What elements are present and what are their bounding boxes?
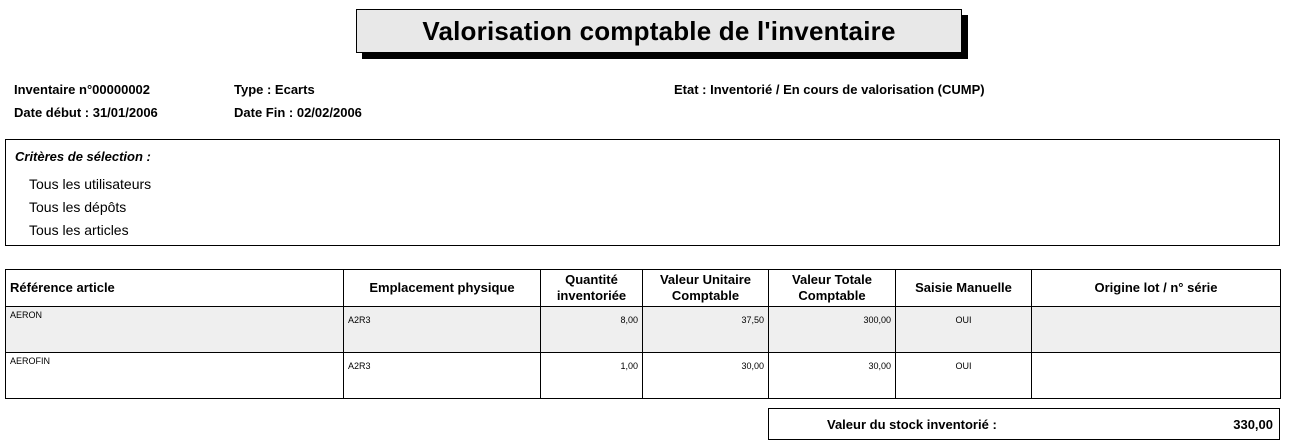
cell-reference: AEROFIN <box>6 353 344 399</box>
cell-quantity: 1,00 <box>541 353 643 399</box>
cell-quantity: 8,00 <box>541 307 643 353</box>
cell-unit-value: 30,00 <box>643 353 769 399</box>
stock-total-label: Valeur du stock inventorié : <box>827 417 997 432</box>
cell-manual-entry: OUI <box>896 307 1032 353</box>
stock-total-box <box>768 408 1280 440</box>
cell-reference: AERON <box>6 307 344 353</box>
inventory-type: Type : Ecarts <box>234 82 315 97</box>
criteria-title: Critères de sélection : <box>15 149 151 164</box>
selection-criteria-box <box>5 139 1280 246</box>
report-title-box <box>356 9 962 53</box>
column-header-manual-entry: Saisie Manuelle <box>896 270 1032 307</box>
end-date: Date Fin : 02/02/2006 <box>234 105 362 120</box>
column-header-reference: Référence article <box>6 270 344 307</box>
column-header-total-value: Valeur Totale Comptable <box>769 270 896 307</box>
criteria-item: Tous les utilisateurs <box>29 176 152 192</box>
inventory-table <box>5 269 1281 399</box>
criteria-item: Tous les dépôts <box>29 199 127 215</box>
table-row <box>6 307 1281 353</box>
cell-location: A2R3 <box>344 307 541 353</box>
cell-location: A2R3 <box>344 353 541 399</box>
column-header-unit-value: Valeur Unitaire Comptable <box>643 270 769 307</box>
table-row <box>6 353 1281 399</box>
cell-lot-origin <box>1032 353 1281 399</box>
inventory-number: Inventaire n°00000002 <box>14 82 151 97</box>
column-header-lot-origin: Origine lot / n° série <box>1032 270 1281 307</box>
stock-total-value: 330,00 <box>1233 417 1273 432</box>
column-header-quantity: Quantité inventoriée <box>541 270 643 307</box>
start-date: Date début : 31/01/2006 <box>14 105 158 120</box>
cell-unit-value: 37,50 <box>643 307 769 353</box>
cell-total-value: 300,00 <box>769 307 896 353</box>
cell-lot-origin <box>1032 307 1281 353</box>
table-header-row <box>6 270 1281 307</box>
cell-total-value: 30,00 <box>769 353 896 399</box>
column-header-location: Emplacement physique <box>344 270 541 307</box>
criteria-item: Tous les articles <box>29 222 129 238</box>
cell-manual-entry: OUI <box>896 353 1032 399</box>
report-title: Valorisation comptable de l'inventaire <box>422 15 896 46</box>
inventory-state: Etat : Inventorié / En cours de valorisation (CUMP) <box>674 82 985 97</box>
